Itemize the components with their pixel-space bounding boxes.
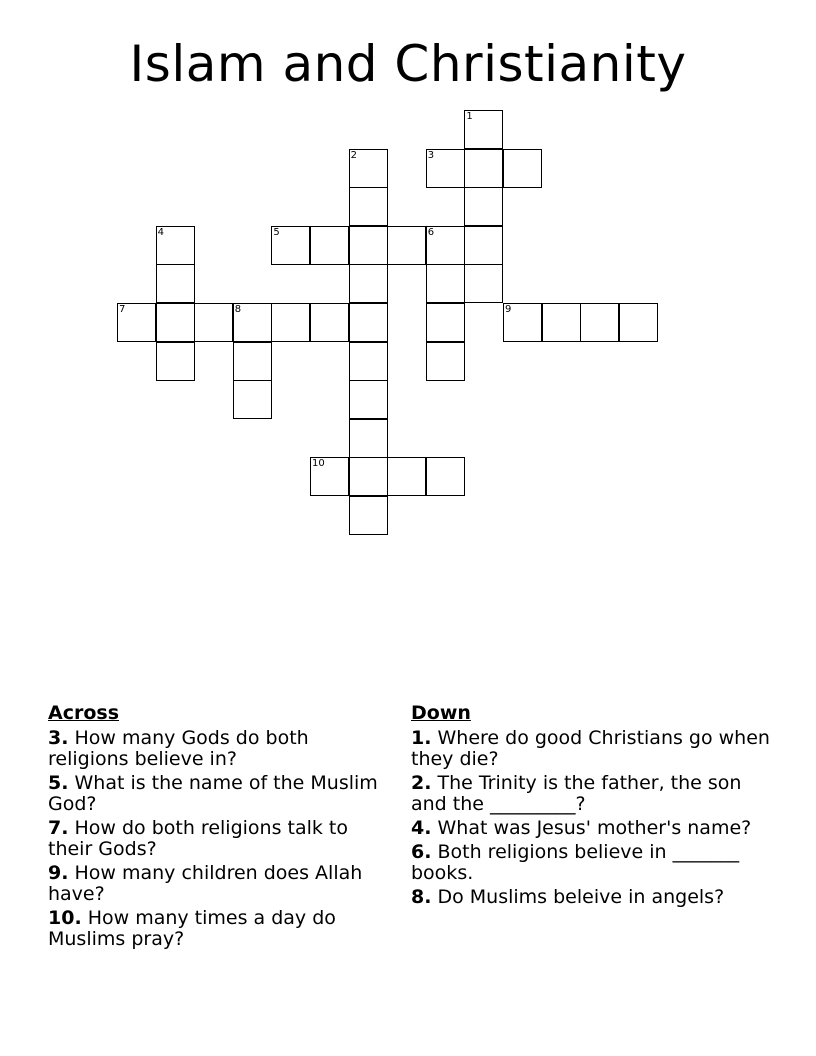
across-clue <box>48 863 388 905</box>
grid-cell[interactable] <box>503 149 542 188</box>
clue-number: 3 <box>427 149 435 161</box>
clue-number-label: 5. <box>48 772 69 794</box>
grid-cell[interactable] <box>233 303 272 342</box>
across-heading: Across <box>48 702 120 724</box>
grid-cell[interactable] <box>156 342 195 381</box>
clue-text: The Trinity is the father, the son and the _________? <box>411 772 742 815</box>
grid-cell[interactable] <box>387 226 426 265</box>
grid-cell[interactable] <box>387 457 426 496</box>
grid-cell[interactable] <box>310 303 349 342</box>
grid-cell[interactable] <box>464 226 503 265</box>
clue-number-label: 2. <box>411 772 432 794</box>
grid-cell[interactable] <box>426 457 465 496</box>
grid-cell[interactable] <box>271 226 310 265</box>
down-clue <box>411 887 771 908</box>
grid-cell[interactable] <box>464 110 503 149</box>
clue-number: 4 <box>157 226 164 238</box>
clue-number-label: 1. <box>411 727 432 749</box>
clue-number-label: 6. <box>411 841 432 863</box>
clue-number: 10 <box>312 458 325 470</box>
grid-cell[interactable] <box>349 457 388 496</box>
clue-number-label: 4. <box>411 817 432 839</box>
clue-number: 7 <box>119 304 126 315</box>
grid-cell[interactable] <box>349 264 388 303</box>
grid-cell[interactable] <box>310 226 349 265</box>
grid-cell[interactable] <box>542 303 581 342</box>
grid-cell[interactable] <box>503 303 542 342</box>
grid-cell[interactable] <box>233 380 272 419</box>
grid-cell[interactable] <box>426 149 465 188</box>
grid-cell[interactable] <box>349 496 388 535</box>
puzzle-title: Islam and Christianity <box>129 35 687 93</box>
grid-cell[interactable] <box>117 303 156 342</box>
clue-number-label: 7. <box>48 817 69 839</box>
grid-cell[interactable] <box>349 187 388 226</box>
clue-text: How many Gods do both religions believe in? <box>48 727 309 770</box>
clue-text: How do both religions talk to their Gods? <box>48 817 348 860</box>
grid-cell[interactable] <box>464 149 503 188</box>
grid-cell[interactable] <box>580 303 619 342</box>
clue-text: What is the name of the Muslim God? <box>48 772 378 815</box>
clue-number-label: 9. <box>48 862 69 884</box>
clue-number: 8 <box>234 304 242 315</box>
down-heading: Down <box>411 702 471 724</box>
down-clue <box>411 818 771 839</box>
grid-cell[interactable] <box>426 226 465 265</box>
grid-cell[interactable] <box>349 380 388 419</box>
grid-cell[interactable] <box>156 303 195 342</box>
clue-number: 9 <box>505 304 512 315</box>
grid-cell[interactable] <box>349 149 388 188</box>
clue-number-label: 8. <box>411 886 432 908</box>
clue-number-label: 10. <box>48 907 82 929</box>
clue-text: How many times a day do Muslims pray? <box>48 907 336 950</box>
clue-number: 6 <box>427 226 435 238</box>
grid-cell[interactable] <box>349 342 388 381</box>
down-clue <box>411 842 771 884</box>
clue-number-label: 3. <box>48 727 69 749</box>
clue-text: What was Jesus' mother's name? <box>431 817 752 839</box>
down-clue <box>411 773 771 815</box>
clue-text: How many children does Allah have? <box>48 862 363 905</box>
clue-number: 2 <box>350 149 357 161</box>
grid-cell[interactable] <box>464 187 503 226</box>
grid-cell[interactable] <box>349 303 388 342</box>
grid-cell[interactable] <box>464 264 503 303</box>
clue-text: Where do good Christians go when they die? <box>411 727 770 770</box>
grid-cell[interactable] <box>349 226 388 265</box>
down-clues <box>411 703 771 911</box>
grid-cell[interactable] <box>271 303 310 342</box>
grid-cell[interactable] <box>426 303 465 342</box>
across-clues <box>48 703 388 953</box>
grid-cell[interactable] <box>619 303 658 342</box>
across-clue <box>48 728 388 770</box>
grid-cell[interactable] <box>349 419 388 458</box>
grid-cell[interactable] <box>233 342 272 381</box>
grid-cell[interactable] <box>194 303 233 342</box>
grid-cell[interactable] <box>426 342 465 381</box>
grid-cell[interactable] <box>310 457 349 496</box>
clue-number: 1 <box>466 111 473 122</box>
across-clue <box>48 773 388 815</box>
clue-number: 5 <box>273 226 280 238</box>
across-clue <box>48 908 388 950</box>
grid-cell[interactable] <box>156 226 195 265</box>
down-clue <box>411 728 771 770</box>
grid-cell[interactable] <box>156 264 195 303</box>
clue-text: Both religions believe in _______ books. <box>411 841 740 884</box>
grid-cell[interactable] <box>426 264 465 303</box>
across-clue <box>48 818 388 860</box>
clue-text: Do Muslims beleive in angels? <box>431 886 725 908</box>
